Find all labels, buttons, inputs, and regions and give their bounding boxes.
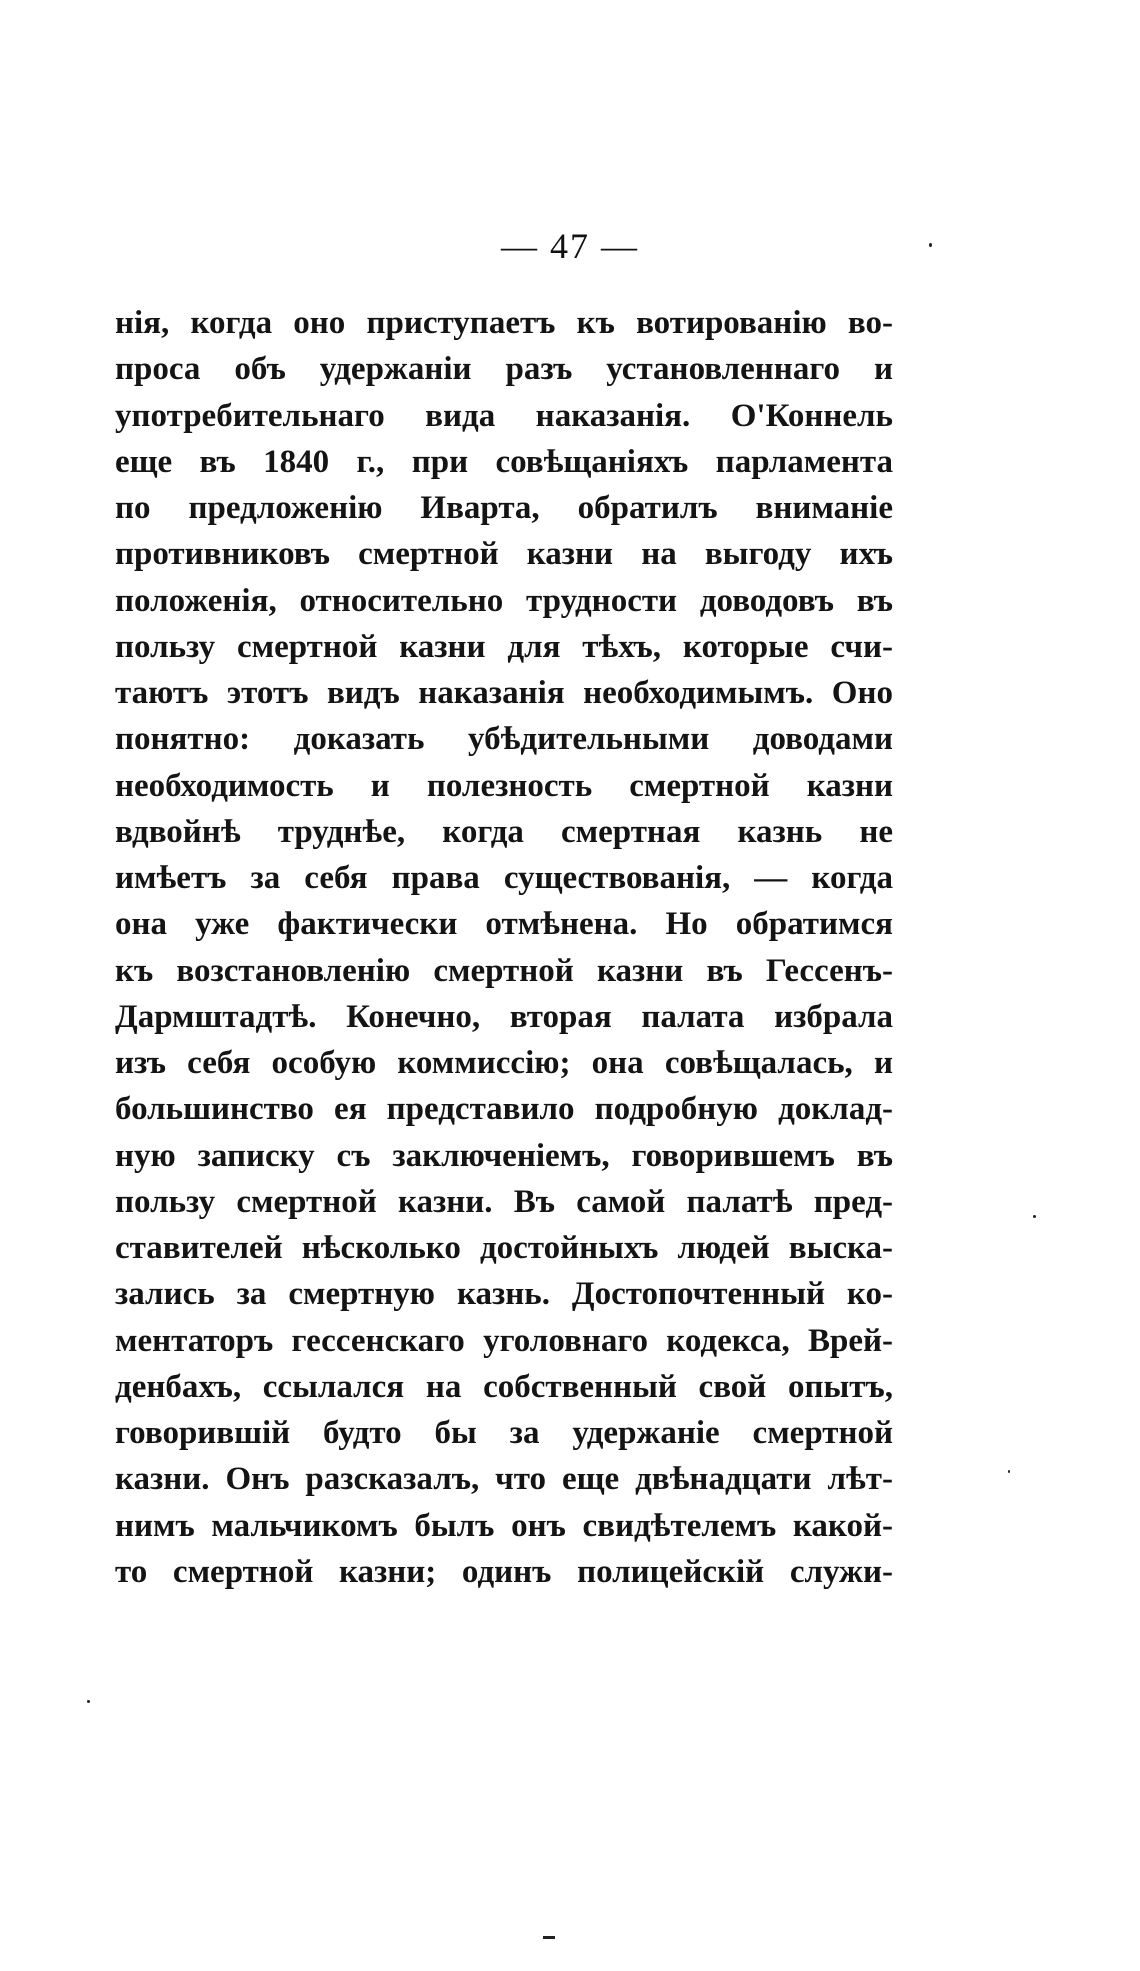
text-line: имѣетъ за себя права существованія, — когда [115,860,893,896]
scan-speck [87,1700,90,1703]
text-line: проса объ удержаніи разъ установленнаго и [115,351,893,388]
text-line: ную записку съ заключеніемъ, говорившемъ въ [115,1137,893,1174]
text-line: изъ себя особую коммиссію; она совѣщалась, и [115,1045,893,1081]
text-line: нія, когда оно приступаетъ къ вотированію во- [115,305,893,341]
text-line: къ возстановленію смертной казни въ Гессенъ- [115,952,893,989]
text-line: еще въ 1840 г., при совѣщаніяхъ парламента [115,443,893,480]
text-line: она уже фактически отмѣнена. Но обратимся [115,906,893,943]
text-line: по предложенію Иварта, обратилъ вниманіе [115,490,893,526]
text-line: пользу смертной казни. Въ самой палатѣ пред- [115,1183,893,1220]
scan-speck [929,243,932,247]
text-line: казни. Онъ разсказалъ, что еще двѣнадцати лѣт- [115,1461,893,1498]
text-line: необходимость и полезность смертной казни [115,767,893,804]
text-line: положенія, относительно трудности доводовъ въ [115,582,893,619]
text-line: то смертной казни; одинъ полицейскій служи- [115,1553,893,1590]
text-line: употребительнаго вида наказанія. О'Коннель [115,397,893,434]
text-line: ментаторъ гессенскаго уголовнаго кодекса, Врей- [115,1322,893,1359]
scan-speck [1008,1470,1010,1473]
text-line: понятно: доказать убѣдительными доводами [115,721,893,758]
text-line: зались за смертную казнь. Достопочтенный ко- [115,1276,893,1313]
text-line: таютъ этотъ видъ наказанія необходимымъ. Оно [115,675,893,711]
scan-speck [1033,1215,1036,1218]
text-line: говорившій будто бы за удержаніе смертной [115,1415,893,1451]
page-number: — 47 — [501,226,639,266]
text-line: большинство ея представило подробную доклад- [115,1091,893,1128]
text-line: денбахъ, ссылался на собственный свой опытъ, [115,1368,893,1405]
text-line: Дармштадтѣ. Конечно, вторая палата избрала [115,998,893,1035]
text-line: нимъ мальчикомъ былъ онъ свидѣтелемъ какой- [115,1507,893,1544]
text-line: вдвойнѣ труднѣе, когда смертная казнь не [115,813,893,850]
text-line: противниковъ смертной казни на выгоду ихъ [115,536,893,573]
text-line: пользу смертной казни для тѣхъ, которые счи- [115,628,893,665]
body-text [115,300,893,1595]
scan-mark [543,1936,555,1939]
text-line: ставителей нѣсколько достойныхъ людей выска- [115,1230,893,1266]
